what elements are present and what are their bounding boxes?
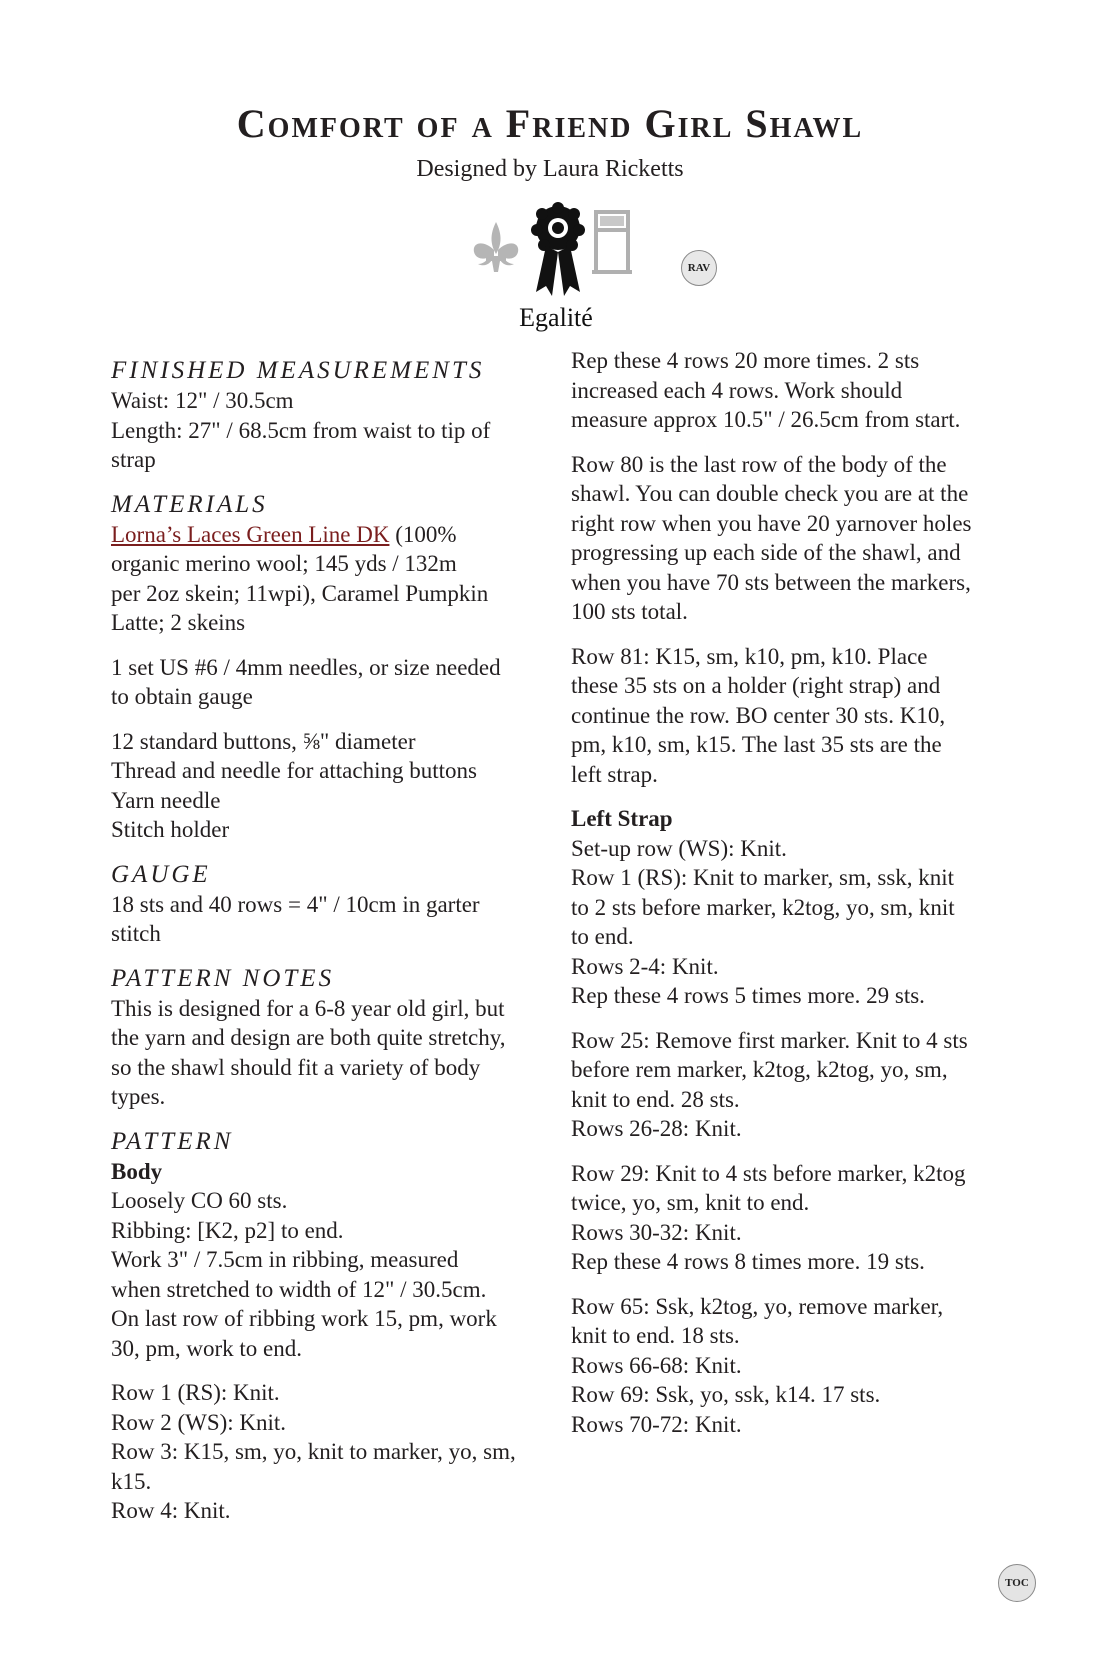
left-column: [111, 356, 541, 1526]
text-line: Rep these 4 rows 20 more times. 2 sts: [571, 348, 920, 373]
finished-measurements: [111, 386, 541, 475]
finished-measurements-heading: FINISHED MEASUREMENTS: [111, 357, 485, 384]
text-line: to obtain gauge: [111, 684, 253, 709]
text-line: continue the row. BO center 30 sts. K10,: [571, 702, 946, 728]
gauge-heading: GAUGE: [111, 860, 211, 888]
text-line: Latte; 2 skeins: [111, 610, 246, 635]
text-line: when stretched to width of 12" / 30.5cm.: [111, 1276, 487, 1302]
text-line: Thread and needle for attaching buttons: [111, 758, 477, 783]
text-line: Stitch holder: [111, 817, 230, 842]
text-line: so the shawl should fit a variety of body: [111, 1054, 481, 1080]
text-line: Rep these 4 rows 5 times more. 29 sts.: [571, 983, 925, 1008]
text-line: these 35 sts on a holder (right strap) and: [571, 673, 941, 698]
ravelry-badge[interactable]: RAV: [681, 250, 717, 286]
pattern-heading: PATTERN: [111, 1127, 234, 1155]
text-line: Length: 27" / 68.5cm from waist to tip of: [111, 417, 491, 443]
text-line: increased each 4 rows. Work should: [571, 377, 903, 403]
text-line: 30, pm, work to end.: [111, 1335, 303, 1361]
fleur-de-lis-ribbon-guillotine-icon: [466, 200, 646, 338]
text-line: Loosely CO 60 sts.: [111, 1188, 288, 1213]
text-line: Row 3: K15, sm, yo, knit to marker, yo, sm,: [111, 1439, 516, 1464]
text-line: knit to end. 18 sts.: [571, 1323, 740, 1348]
text-line: organic merino wool; 145 yds / 132m: [111, 551, 457, 576]
text-line: progressing up each side of the shawl, and: [571, 540, 961, 565]
text-line: twice, yo, sm, knit to end.: [571, 1190, 810, 1215]
text-line: per 2oz skein; 11wpi), Caramel Pumpkin: [111, 580, 489, 606]
text-line: when you have 70 sts between the markers,: [571, 569, 971, 595]
text-line: knit to end. 28 sts.: [571, 1086, 740, 1112]
text-line: Row 25: Remove first marker. Knit to 4 sts: [571, 1027, 968, 1053]
text-line: Set-up row (WS): Knit.: [571, 835, 787, 861]
text-line: Row 69: Ssk, yo, ssk, k14. 17 sts.: [571, 1382, 881, 1407]
text-line: types.: [111, 1084, 166, 1109]
body-subheading: Body: [111, 1158, 163, 1184]
text-line: Row 1 (RS): Knit.: [111, 1380, 280, 1405]
text-line: stitch: [111, 921, 161, 946]
text-line: left strap.: [571, 761, 658, 787]
text-line: 100 sts total.: [571, 599, 688, 624]
text-line: Rows 66-68: Knit.: [571, 1352, 742, 1378]
text-line: Ribbing: [K2, p2] to end.: [111, 1217, 344, 1243]
text-line: Row 2 (WS): Knit.: [111, 1409, 287, 1435]
egalite-emblem: [466, 200, 646, 338]
text-line: the yarn and design are both quite stretchy,: [111, 1025, 506, 1050]
text-line: 18 sts and 40 rows = 4" / 10cm in garter: [111, 891, 480, 917]
pattern-notes-heading: PATTERN NOTES: [111, 964, 335, 992]
right-column: [571, 346, 1011, 1439]
text-line: measure approx 10.5" / 26.5cm from start.: [571, 407, 961, 432]
text-line: Row 80 is the last row of the body of the: [571, 451, 947, 477]
text-line: before rem marker, k2tog, k2tog, yo, sm,: [571, 1057, 948, 1082]
materials-heading: MATERIALS: [111, 490, 268, 518]
text-line: Row 1 (RS): Knit to marker, sm, ssk, knit: [571, 865, 955, 890]
text-line: 12 standard buttons, ⅝" diameter: [111, 728, 416, 754]
text-line: strap: [111, 447, 156, 472]
text-line: to end.: [571, 924, 634, 949]
text-line: to 2 sts before marker, k2tog, yo, sm, knit: [571, 894, 955, 920]
text-line: Row 4: Knit.: [111, 1498, 231, 1523]
text-line: right row when you have 20 yarnover holes: [571, 510, 972, 536]
emblem-label: Egalité: [519, 303, 593, 332]
text-line: Rows 2-4: Knit.: [571, 953, 719, 979]
text-line: Row 81: K15, sm, k10, pm, k10. Place: [571, 643, 928, 669]
text-line: Rows 70-72: Knit.: [571, 1411, 742, 1437]
yarn-line: [111, 520, 541, 550]
text-line: pm, k10, sm, k15. The last 35 sts are the: [571, 732, 942, 757]
text-line: shawl. You can double check you are at the: [571, 481, 969, 506]
text-line: 1 set US #6 / 4mm needles, or size needed: [111, 654, 501, 680]
text-line: On last row of ribbing work 15, pm, work: [111, 1306, 497, 1331]
text-line: Work 3" / 7.5cm in ribbing, measured: [111, 1247, 459, 1272]
text-line: Rows 26-28: Knit.: [571, 1116, 742, 1141]
left-strap-subheading: Left Strap: [571, 806, 673, 831]
text-line: k15.: [111, 1468, 152, 1494]
yarn-link[interactable]: Lorna’s Laces Green Line DK: [111, 521, 390, 547]
text-line: Waist: 12" / 30.5cm: [111, 388, 294, 413]
table-of-contents-badge[interactable]: TOC: [998, 1564, 1036, 1602]
text-line: Row 29: Knit to 4 sts before marker, k2tog: [571, 1160, 966, 1186]
text-line: Yarn needle: [111, 787, 221, 813]
yarn-detail: (100%: [389, 521, 457, 547]
text-line: Rep these 4 rows 8 times more. 19 sts.: [571, 1249, 925, 1274]
text-line: Row 65: Ssk, k2tog, yo, remove marker,: [571, 1293, 944, 1319]
page-title: Comfort of a Friend Girl Shawl: [236, 101, 864, 146]
text-line: This is designed for a 6-8 year old girl, but: [111, 995, 505, 1021]
designer-byline: Designed by Laura Ricketts: [416, 156, 684, 182]
text-line: Rows 30-32: Knit.: [571, 1219, 742, 1245]
